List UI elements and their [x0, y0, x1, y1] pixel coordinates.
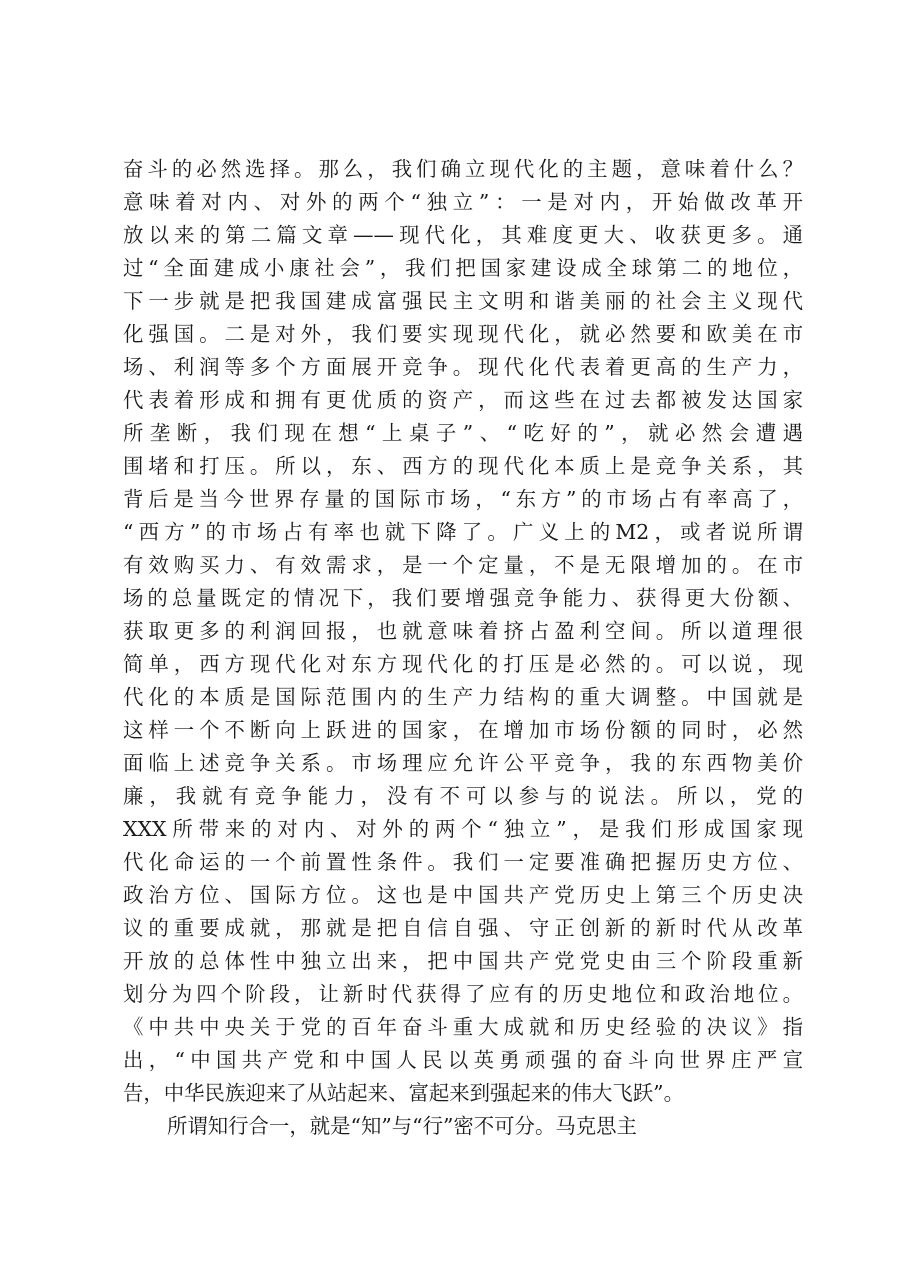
- text-line: 围堵和打压。所以，东、西方的现代化本质上是竞争关系，其: [123, 454, 803, 478]
- text-line: 这样一个不断向上跃进的国家，在增加市场份额的同时，必然: [123, 718, 803, 742]
- text-line: 代化的本质是国际范围内的生产力结构的重大调整。中国就是: [123, 685, 803, 709]
- text-line: 面临上述竞争关系。市场理应允许公平竞争，我的东西物美价: [123, 751, 803, 775]
- text-line: 廉，我就有竞争能力，没有不可以参与的说法。所以，党的: [123, 784, 803, 808]
- body-text: [123, 153, 803, 1143]
- text-line: “西方”的市场占有率也就下降了。广义上的M2，或者说所谓: [123, 520, 803, 544]
- text-line: 出，“中国共产党和中国人民以英勇顽强的奋斗向世界庄严宣: [123, 1048, 803, 1072]
- text-line: 告，中华民族迎来了从站起来、富起来到强起来的伟大飞跃”。: [123, 1081, 684, 1105]
- text-line: 所谓知行合一，就是“知”与“行”密不可分。马克思主: [167, 1114, 637, 1138]
- text-line: XXX所带来的对内、对外的两个“独立”，是我们形成国家现: [123, 817, 803, 841]
- text-line: 开放的总体性中独立出来，把中国共产党党史由三个阶段重新: [123, 949, 803, 973]
- text-line: 所垄断，我们现在想“上桌子”、“吃好的”，就必然会遭遇: [123, 421, 803, 445]
- text-line: 代化命运的一个前置性条件。我们一定要准确把握历史方位、: [123, 850, 803, 874]
- text-line: 获取更多的利润回报，也就意味着挤占盈利空间。所以道理很: [123, 619, 803, 643]
- text-line: 意味着对内、对外的两个“独立”：一是对内，开始做改革开: [123, 190, 803, 214]
- text-line: 化强国。二是对外，我们要实现现代化，就必然要和欧美在市: [123, 322, 803, 346]
- text-line: 背后是当今世界存量的国际市场，“东方”的市场占有率高了，: [123, 487, 803, 511]
- text-line: 场、利润等多个方面展开竞争。现代化代表着更高的生产力，: [123, 355, 803, 379]
- text-line: 场的总量既定的情况下，我们要增强竞争能力、获得更大份额、: [123, 586, 803, 610]
- text-line: 《中共中央关于党的百年奋斗重大成就和历史经验的决议》指: [123, 1015, 803, 1039]
- text-line: 下一步就是把我国建成富强民主文明和谐美丽的社会主义现代: [123, 289, 803, 313]
- text-line: 代表着形成和拥有更优质的资产，而这些在过去都被发达国家: [123, 388, 803, 412]
- text-line: 有效购买力、有效需求，是一个定量，不是无限增加的。在市: [123, 553, 803, 577]
- text-line: 简单，西方现代化对东方现代化的打压是必然的。可以说，现: [123, 652, 803, 676]
- text-line: 政治方位、国际方位。这也是中国共产党历史上第三个历史决: [123, 883, 803, 907]
- text-line: 议的重要成就，那就是把自信自强、守正创新的新时代从改革: [123, 916, 803, 940]
- text-line: 奋斗的必然选择。那么，我们确立现代化的主题，意味着什么？: [123, 157, 803, 181]
- text-line: 划分为四个阶段，让新时代获得了应有的历史地位和政治地位。: [123, 982, 803, 1006]
- text-line: 过“全面建成小康社会”，我们把国家建设成全球第二的地位，: [123, 256, 803, 280]
- text-line: 放以来的第二篇文章——现代化，其难度更大、收获更多。通: [123, 223, 803, 247]
